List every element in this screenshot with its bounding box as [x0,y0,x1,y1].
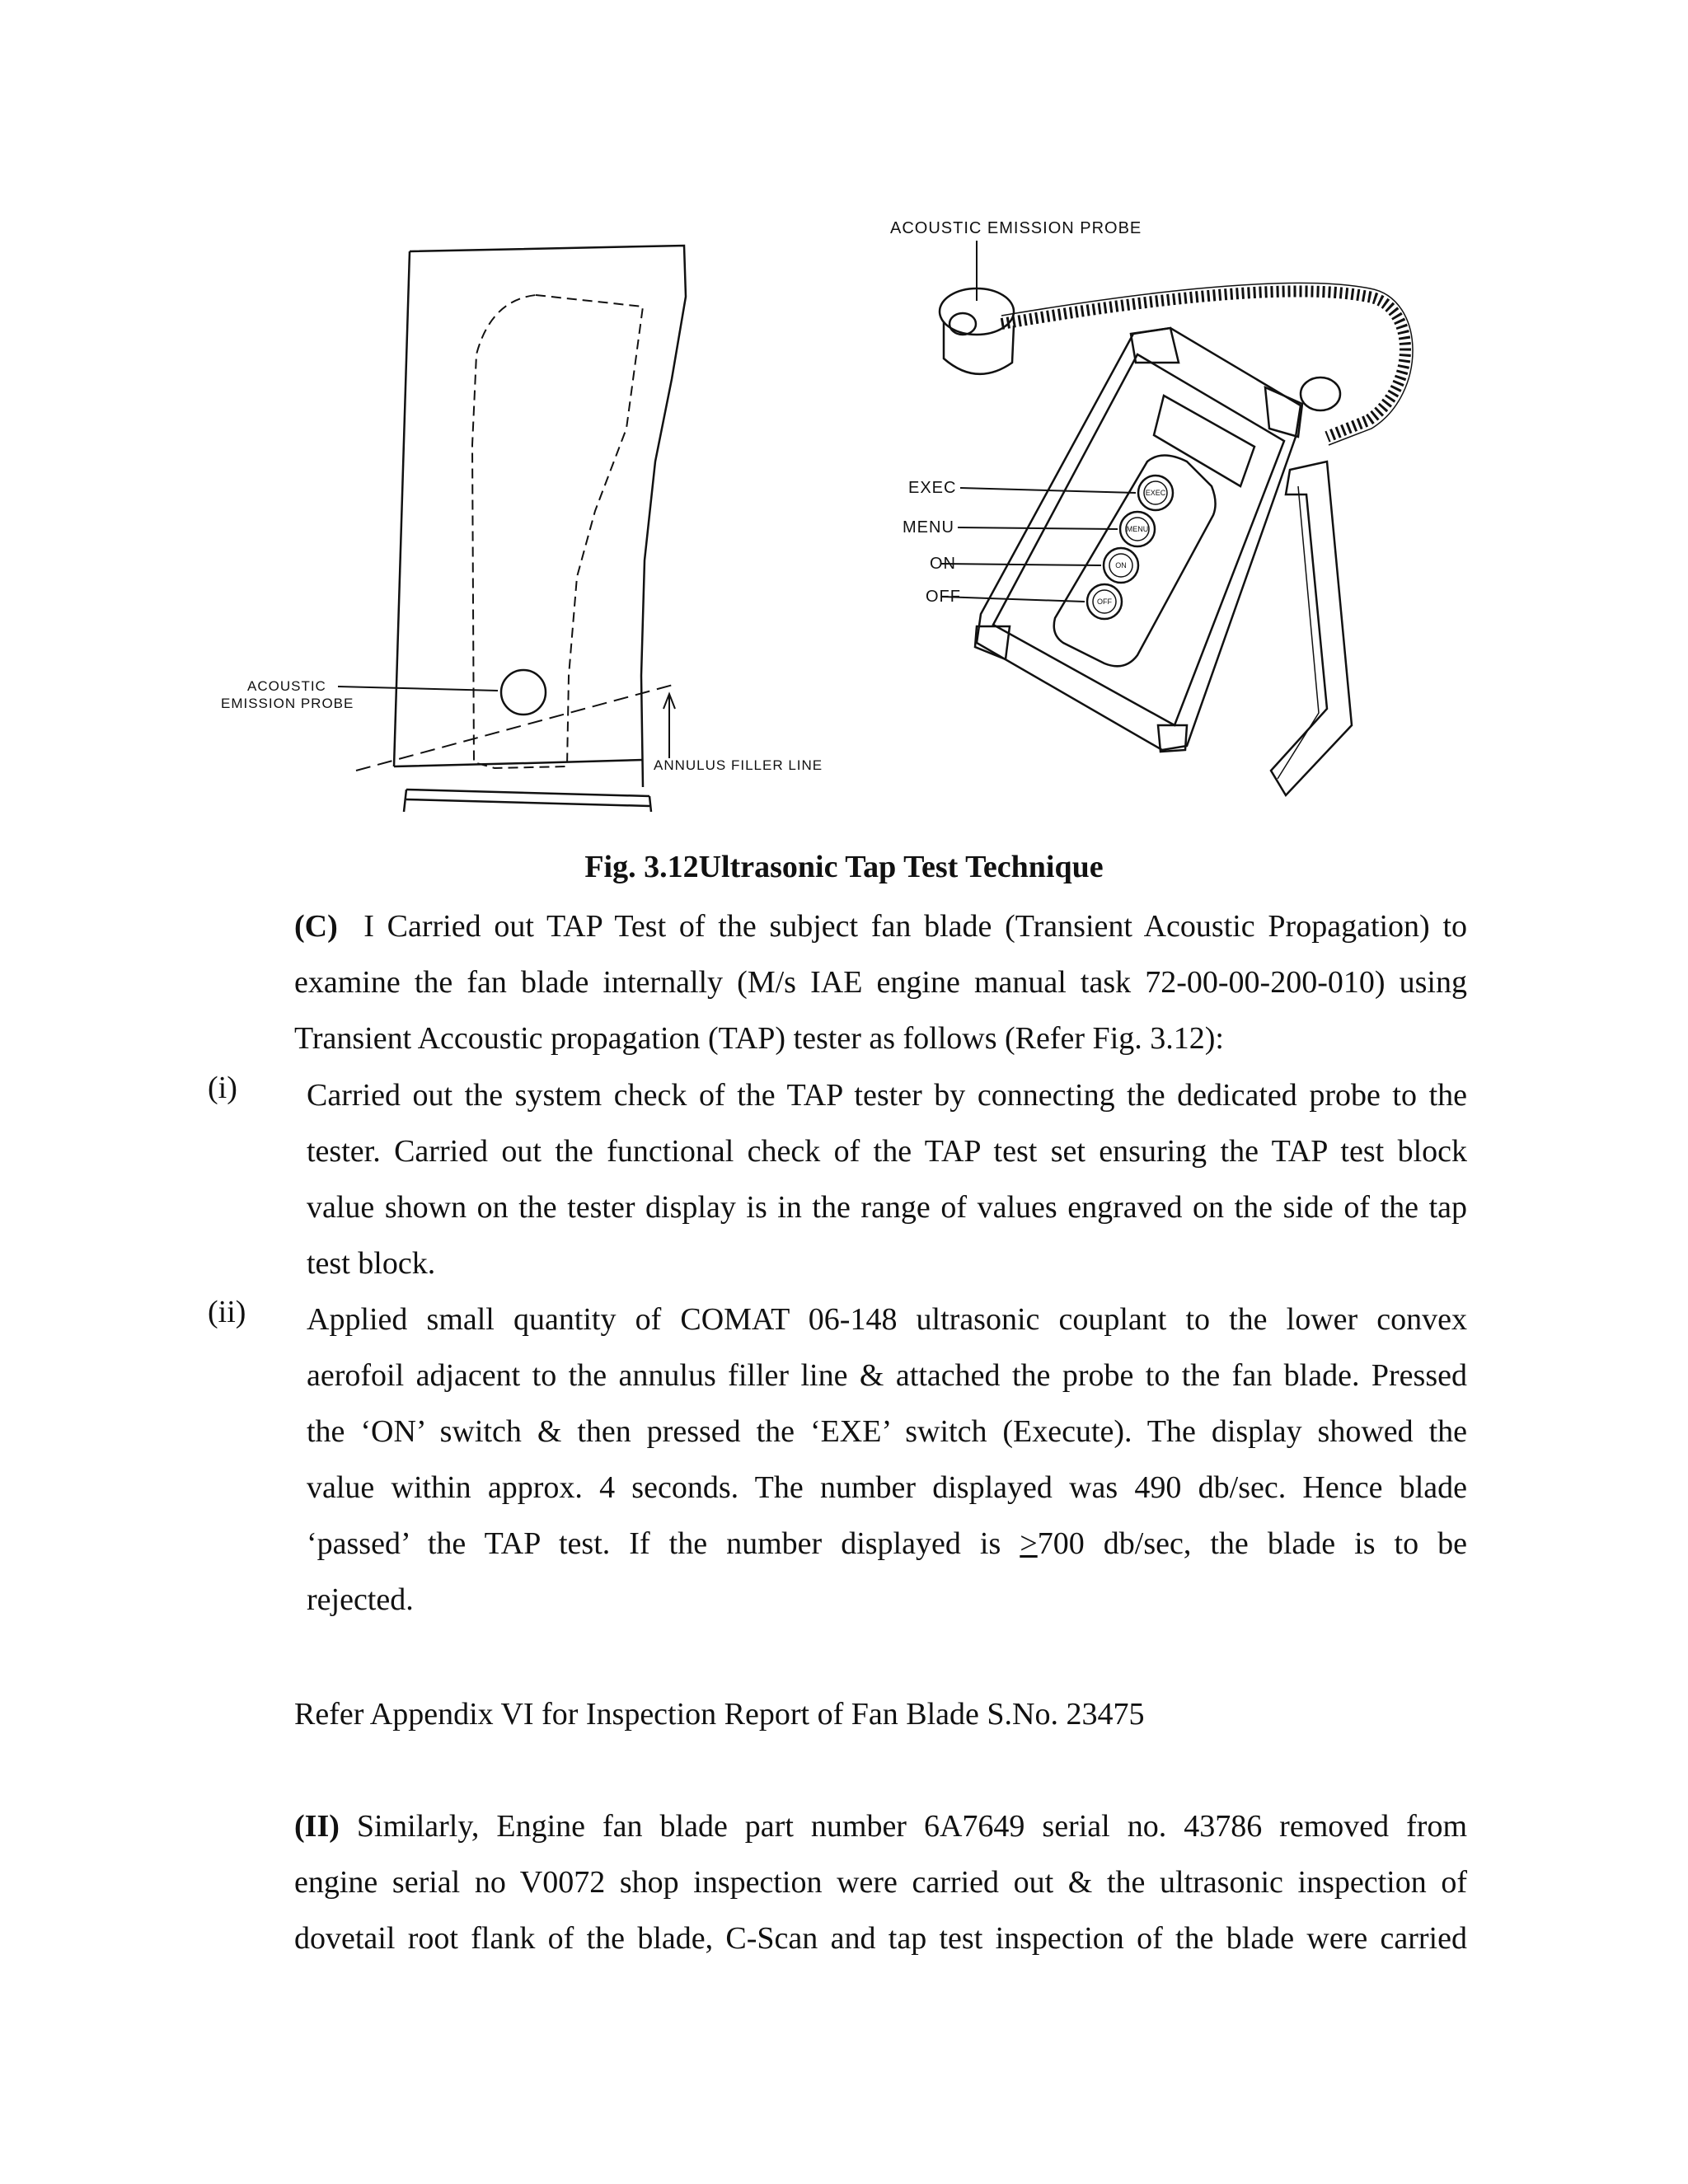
off-button[interactable] [1087,584,1122,619]
probe-circle [501,670,546,715]
item-ii-line-5-before: ‘passed’ the TAP test. If the number displayed is [307,1526,1001,1561]
exec-button-face: EXEC [1145,489,1166,497]
item-i-line-3: value shown on the tester display is in the range of values engraved on the side of the tap [307,1190,1467,1225]
section-c-marker: (C) [294,909,338,944]
item-ii-marker: (ii) [208,1295,246,1329]
probe-label-line1: ACOUSTIC [247,678,326,694]
figure-3-12 [0,0,1688,832]
off-button-face: OFF [1097,598,1112,606]
section-ii-line-3: dovetail root flank of the blade, C-Scan and tap test inspection of the blade were carried [294,1921,1467,1956]
tap-tester-drawing [940,241,1413,795]
section-c-line-3: Transient Accoustic propagation (TAP) tester as follows (Refer Fig. 3.12): [294,1021,1224,1056]
section-ii-line-2: engine serial no V0072 shop inspection were carried out & the ultrasonic inspection of [294,1865,1467,1900]
item-ii [307,1291,1467,1628]
menu-button[interactable] [1120,512,1155,546]
annulus-filler-label: ANNULUS FILLER LINE [654,757,823,773]
on-label: ON [930,555,956,573]
on-button[interactable] [1104,548,1138,583]
section-c-line-1 [294,898,1467,954]
greater-equal-symbol: > [1020,1526,1038,1561]
exec-button[interactable] [1138,476,1173,510]
item-ii-line-5-after: 700 db/sec, the blade is to be [1037,1526,1468,1561]
fan-blade-drawing [338,246,686,812]
appendix-reference: Refer Appendix VI for Inspection Report of Fan Blade S.No. 23475 [294,1697,1145,1732]
probe-label-line2: EMISSION PROBE [221,696,354,711]
figure-caption: Fig. 3.12Ultrasonic Tap Test Technique [584,850,1104,884]
item-i-line-2: tester. Carried out the functional check of the TAP test set ensuring the TAP test block [307,1134,1467,1169]
section-c-text-1: I Carried out TAP Test of the subject fan blade (Transient Acoustic Propagation) to [363,909,1468,944]
exec-label: EXEC [908,479,957,497]
item-i [307,1067,1467,1291]
tester-probe-label: ACOUSTIC EMISSION PROBE [890,219,1142,237]
item-ii-line-4: value within approx. 4 seconds. The number displayed was 490 db/sec. Hence blade [307,1470,1467,1505]
item-ii-line-1: Applied small quantity of COMAT 06-148 ultrasonic couplant to the lower convex [307,1302,1467,1337]
item-i-line-1: Carried out the system check of the TAP tester by connecting the dedicated probe to the [307,1078,1467,1113]
section-c-line-2: examine the fan blade internally (M/s IAE engine manual task 72-00-00-200-010) using [294,965,1467,1000]
item-ii-line-2: aerofoil adjacent to the annulus filler line & attached the probe to the fan blade. Pressed [307,1358,1467,1393]
menu-button-face: MENU [1126,525,1149,533]
section-ii-text-1: Similarly, Engine fan blade part number 6A7649 serial no. 43786 removed from [356,1809,1467,1844]
item-ii-line-5 [307,1516,1467,1572]
section-c [294,898,1467,1066]
section-ii-line-1 [294,1798,1467,1854]
section-ii [294,1798,1467,1966]
on-button-face: ON [1115,561,1127,569]
off-label: OFF [926,588,961,606]
section-ii-marker: (II) [294,1809,340,1844]
item-i-line-4: test block. [307,1246,436,1281]
item-ii-line-3: the ‘ON’ switch & then pressed the ‘EXE’ switch (Execute). The display showed the [307,1414,1467,1449]
item-ii-line-6: rejected. [307,1582,414,1617]
menu-label: MENU [903,518,954,537]
item-i-marker: (i) [208,1071,237,1105]
